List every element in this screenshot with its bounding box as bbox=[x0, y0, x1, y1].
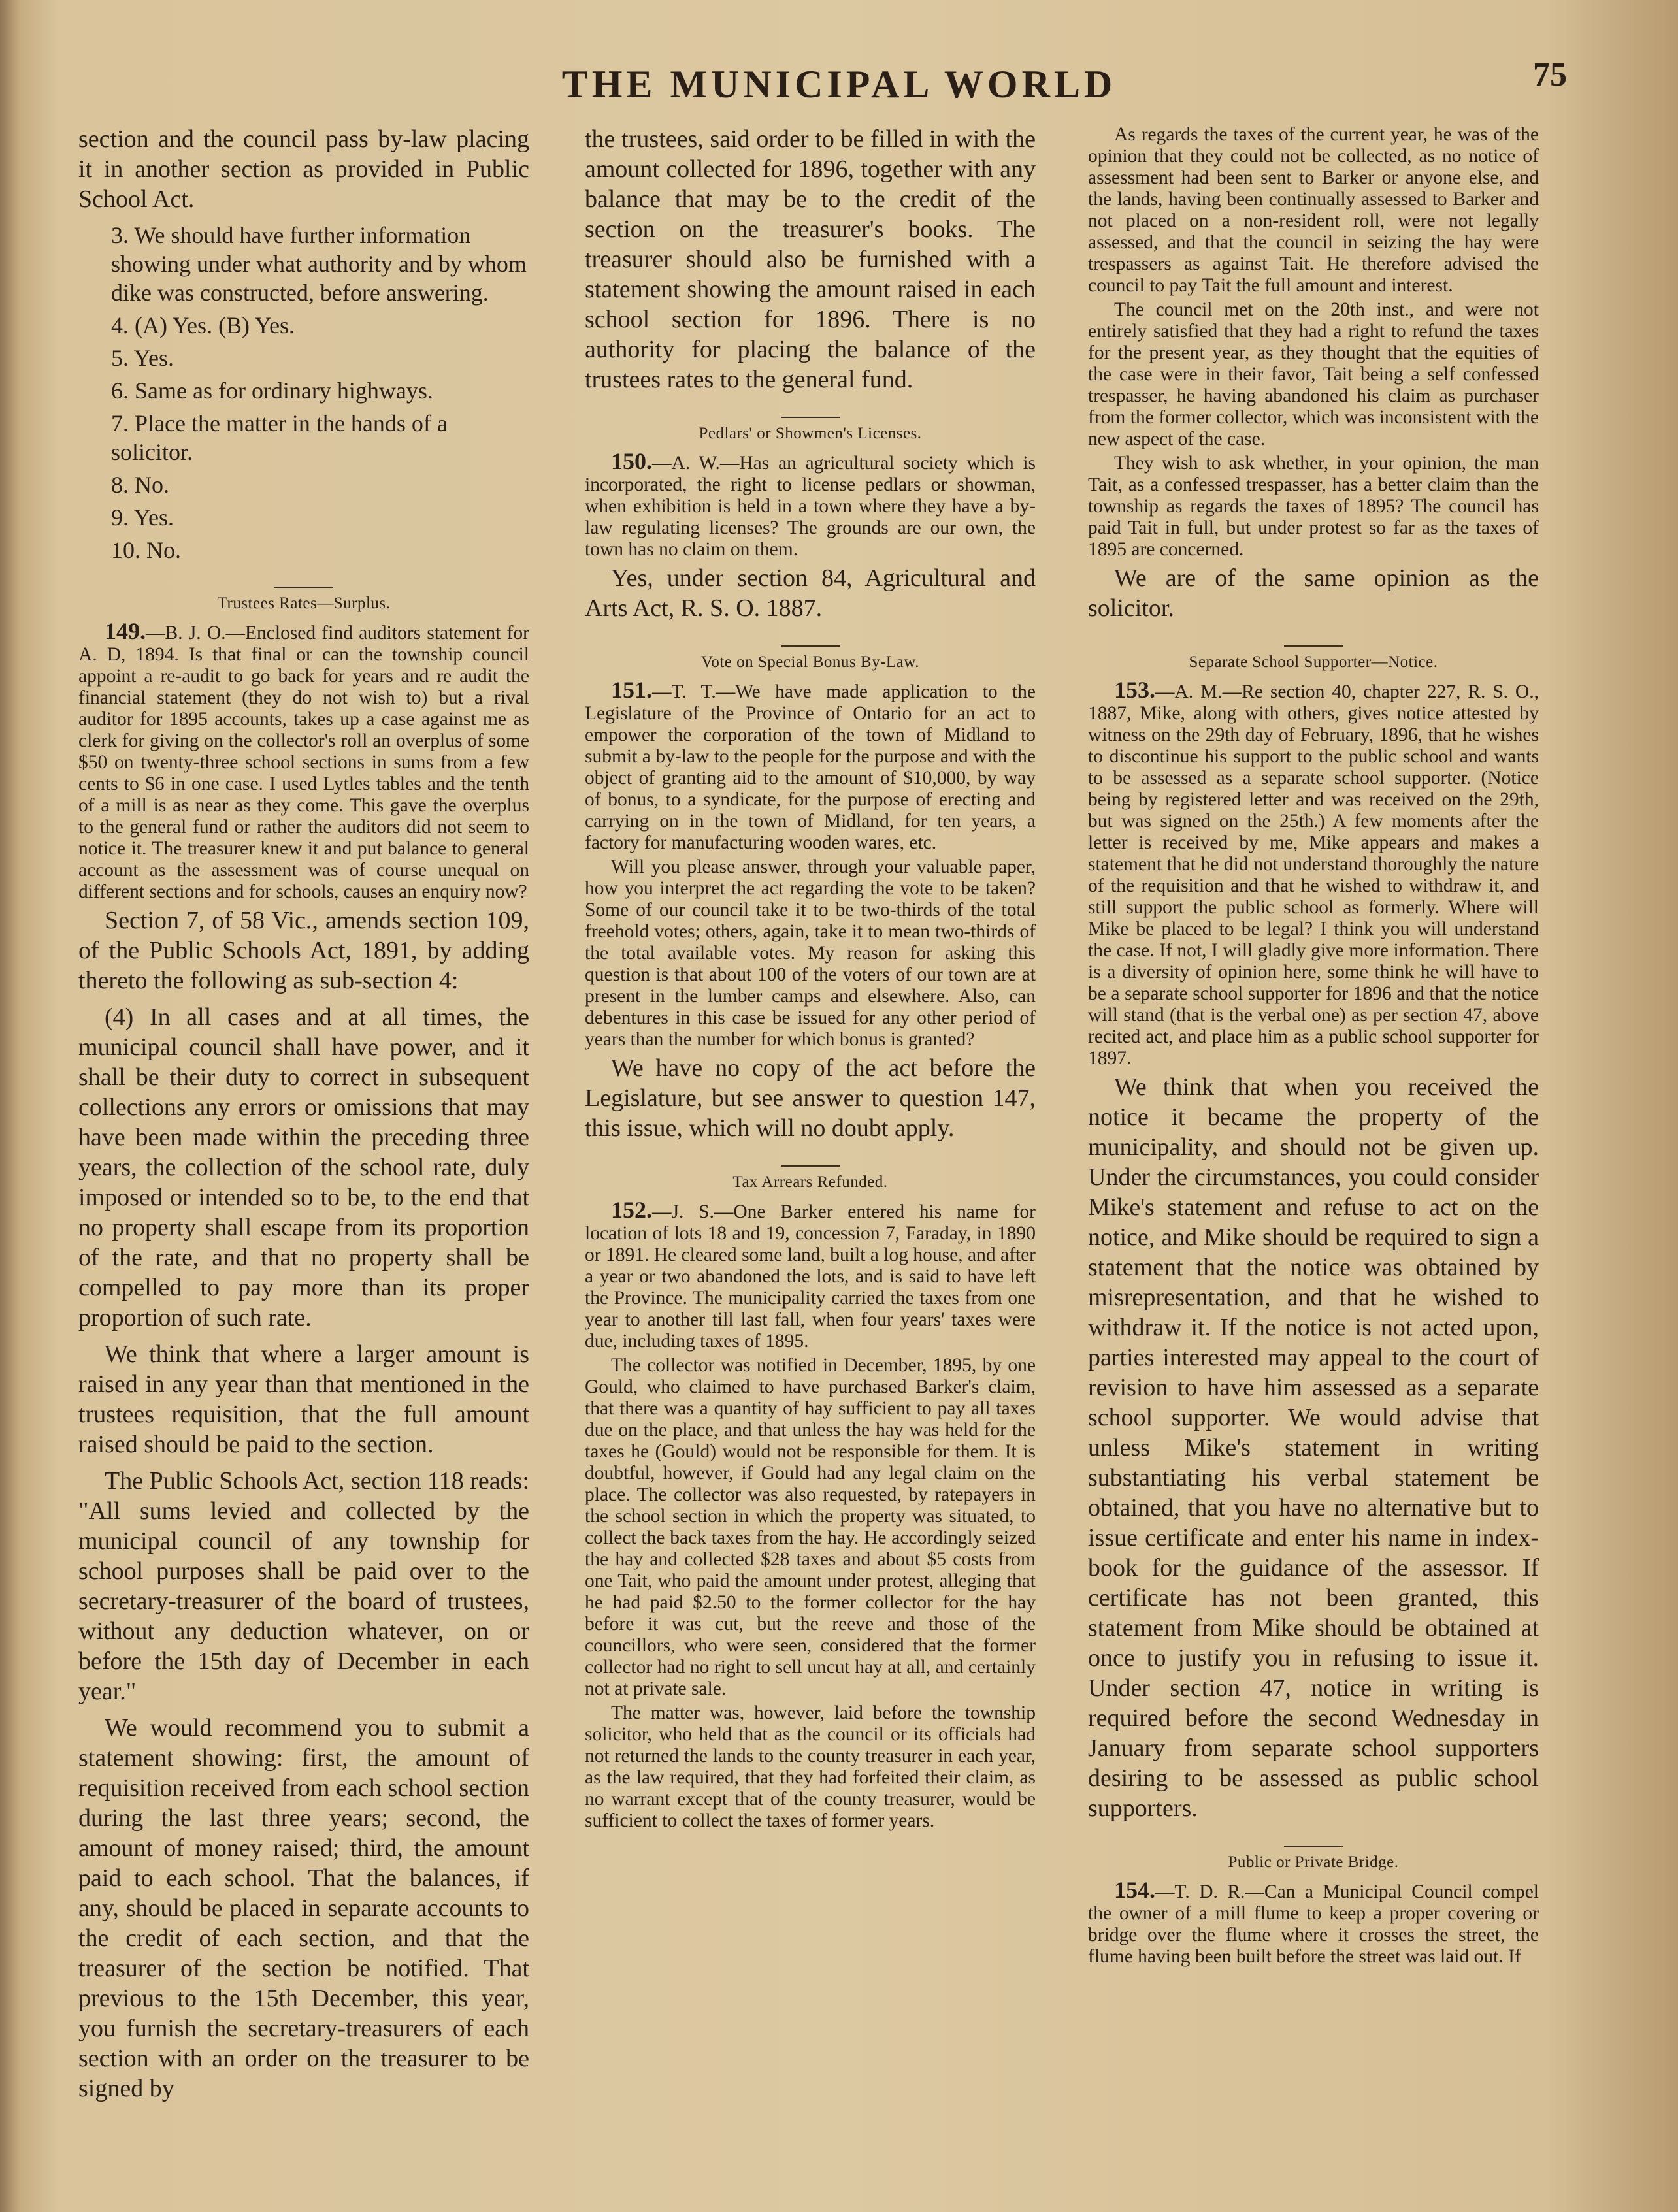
section-divider bbox=[1284, 645, 1343, 647]
paragraph: We would recommend you to submit a statement showing: first, the amount of requisition received from each school section during the last three years; second, the amount of money raised; third, the amount paid to each school. That the balances, if any, should be placed in separate accounts to the credit of each section, and that the treasurer of the section be notified. That previous to the 15th December, this year, you furnish the secretary-treasurers of each section with an order on the treasurer to be signed by bbox=[78, 1714, 529, 2102]
answer-paragraph: We are of the same opinion as the solicitor. bbox=[1088, 564, 1539, 622]
question-153 bbox=[1088, 679, 1539, 1069]
list-item: 4. (A) Yes. (B) Yes. bbox=[111, 312, 295, 338]
answer-list bbox=[78, 221, 529, 564]
list-item: 5. Yes. bbox=[111, 345, 174, 371]
question-150 bbox=[585, 448, 1036, 561]
paragraph: section and the council pass by-law placing it in another section as provided in Public School Act. bbox=[78, 125, 529, 213]
section-heading: Vote on Special Bonus By-Law. bbox=[701, 653, 919, 671]
paragraph: the trustees, said order to be filled in with the amount collected for 1896, together with any balance that may be to the credit of the section on the treasurer's books. The treasurer should also be furnished with a statement showing the amount raised in each school section for 1896. There is no authority for placing the balance of the trustees rates to the general fund. bbox=[585, 125, 1036, 393]
list-item: 8. No. bbox=[111, 472, 169, 498]
question-number: 150. bbox=[611, 448, 652, 474]
paragraph: The matter was, however, laid before the township solicitor, who held that as the council or its officials had not returned the lands to the county treasurer in each year, as the law required, that they had forfeited their claim, as no warrant except that of the county treasurer, would be sufficient to collect the taxes of former years. bbox=[585, 1702, 1036, 1831]
section-heading: Separate School Supporter—Notice. bbox=[1189, 653, 1438, 671]
question-154 bbox=[1088, 1879, 1539, 1968]
question-text: —A. W.—Has an agricultural society which is incorporated, the right to license pedlars or showman, when exhibition is held in a town where they have a by-law regulating licenses? The grounds are our own, the town has no claim on them. bbox=[585, 453, 1036, 560]
column-left bbox=[78, 124, 529, 2169]
list-item: 7. Place the matter in the hands of a solicitor. bbox=[111, 410, 448, 465]
page-number: 75 bbox=[1533, 56, 1567, 93]
section-divider bbox=[781, 417, 840, 418]
question-number: 149. bbox=[105, 618, 146, 644]
section-heading: Trustees Rates—Surplus. bbox=[217, 594, 391, 612]
paragraph: The collector was notified in December, 1895, by one Gould, who claimed to have purchased Barker's claim, that there was a quantity of hay sufficient to pay all taxes due on the place, and that unless the hay was held for the taxes he (Gould) would not be responsible for them. It is doubtful, however, if Gould had any legal claim on the place. The collector was also requested, by ratepayers in the school section in which the property was situated, to collect the back taxes from the hay. He accordingly seized the hay and collected $28 taxes and about $5 costs from one Tait, who paid the amount under protest, alleging that he had paid $2.50 to the former collector for the hay before it was cut, but the reeve and those of the councillors, who were seen, considered that the former collector had no right to sell uncut hay at all, and certainly not at private sale. bbox=[585, 1355, 1036, 1699]
question-text: —B. J. O.—Enclosed find auditors statement for A. D, 1894. Is that final or can the township council appoint a re-audit to go back for years and re audit the financial statement (they do not wish to) but a rival auditor for 1895 accounts, takes up a case against me as clerk for giving on the collector's roll an overplus of some $50 on twenty-three school sections in sums from a few cents to $6 in one case. I used Lytles tables and the tenth of a mill is as near as they come. This gave the overplus to the general fund or rather the auditors did not seem to notice it. The treasurer knew it and put balance to general account as the assessment was of course unequal on different sections and for schools, causes an enquiry now? bbox=[78, 623, 529, 902]
question-text: —A. M.—Re section 40, chapter 227, R. S. O., 1887, Mike, along with others, gives notice attested by witness on the 29th day of February, 1896, that he wishes to discontinue his support to the public school and wants to be assessed as a separate school supporter. (Notice being by registered letter and was received on the 29th, but was signed on the 25th.) A few moments after the letter is received by me, Mike appears and makes a statement that he did not understand thoroughly the nature of the requisition and that he wished to withdraw it, and still support the public school as formerly. Where will Mike be placed to be legal? I think you will understand the case. If not, I will gladly give more information. There is a diversity of opinion here, some think he will have to be a separate school supporter for 1896 and that the notice will stand (that is the verbal one) as per section 47, above recited act, and place him as a public school supporter for 1897. bbox=[1088, 681, 1539, 1069]
answer-paragraph: Yes, under section 84, Agricultural and Arts Act, R. S. O. 1887. bbox=[585, 564, 1036, 622]
list-item: 10. No. bbox=[111, 537, 181, 563]
section-heading: Pedlars' or Showmen's Licenses. bbox=[699, 425, 922, 442]
question-152 bbox=[585, 1199, 1036, 1352]
section-divider bbox=[274, 587, 333, 588]
question-text: —T. T.—We have made application to the Legislature of the Province of Ontario for an act to empower the corporation of the town of Midland to submit a by-law to the people for the purpose and with the object of granting aid to the amount of $10,000, by way of bonus, to a syndicate, for the purpose of erecting and carrying on in the town of Midland, for ten years, a factory for manufacturing wooden wares, etc. bbox=[585, 681, 1036, 853]
question-number: 154. bbox=[1114, 1877, 1155, 1903]
answer-paragraph: We think that when you received the notice it became the property of the municipality, and should not be given up. Under the circumstances, you could consider Mike's statement and refuse to act on the notice, and Mike should be required to sign a statement that the notice was obtained by misrepresentation, and that he wished to withdraw it. If the notice is not acted upon, parties interested may appeal to the court of revision to have him assessed as a separate school supporter. We would advise that unless Mike's statement in writing substantiating his verbal statement be obtained, that you have no alternative but to issue certificate and enter his name in index-book for the guidance of the assessor. If certificate has not been granted, this statement from Mike should be obtained at once to justify you in refusing to issue it. Under section 47, notice in writing is required before the second Wednesday in January from separate school supporters desiring to be assessed as public school supporters. bbox=[1088, 1073, 1539, 1822]
question-151 bbox=[585, 679, 1036, 854]
question-text: —T. D. R.—Can a Municipal Council compel the owner of a mill flume to keep a proper covering or bridge over the flume where it crosses the street, the flume having been built before the street was laid out. If bbox=[1088, 1881, 1539, 1967]
paragraph: As regards the taxes of the current year, he was of the opinion that they could not be collected, as no notice of assessment had been sent to Barker or anyone else, and the lands, having been continually assessed to Barker and not placed on a non-resident roll, were not legally assessed, and that the council in seizing the hay were trespassers as against Tait. He therefore advised the council to pay Tait the full amount and interest. bbox=[1088, 124, 1539, 296]
paragraph: Will you please answer, through your valuable paper, how you interpret the act regarding the vote to be taken? Some of our council take it to be two-thirds of the total freehold votes; others, again, take it to mean two-thirds of the total available votes. My reason for asking this question is that about 100 of the voters of our town are at present in the lumber camps and elsewhere. Also, can debentures in this case be issued for any other period of years than the number for which bonus is granted? bbox=[585, 856, 1036, 1050]
section-divider bbox=[781, 645, 840, 647]
list-item: 6. Same as for ordinary highways. bbox=[111, 378, 433, 404]
question-number: 153. bbox=[1114, 677, 1155, 703]
question-number: 151. bbox=[611, 677, 652, 703]
paragraph: The council met on the 20th inst., and were not entirely satisfied that they had a right to refund the taxes for the present year, as they thought that the equities of the case were in their favor, Tait being a self confessed trespasser, he having abandoned his claim as purchaser from the former collector, which was inconsistent with the new aspect of the case. bbox=[1088, 299, 1539, 449]
section-heading: Public or Private Bridge. bbox=[1228, 1853, 1399, 1871]
masthead-title: THE MUNICIPAL WORLD bbox=[561, 63, 1117, 106]
list-item: 3. We should have further information showing under what authority and by whom dike was constructed, before answering. bbox=[111, 222, 527, 306]
paragraph: The Public Schools Act, section 118 reads: "All sums levied and collected by the municipal council of any township for school purposes shall be paid over to the secretary-treasurer of the board of trustees, without any deduction whatever, on or before the 15th day of December in each year." bbox=[78, 1467, 529, 1705]
section-divider bbox=[781, 1165, 840, 1167]
list-item: 9. Yes. bbox=[111, 504, 174, 530]
question-number: 152. bbox=[611, 1197, 652, 1223]
section-divider bbox=[1284, 1846, 1343, 1847]
paragraph: We think that where a larger amount is raised in any year than that mentioned in the trustees requisition, that the full amount raised should be paid to the section. bbox=[78, 1341, 529, 1458]
paragraph: Section 7, of 58 Vic., amends section 109, of the Public Schools Act, 1891, by adding thereto the following as sub-section 4: bbox=[78, 907, 529, 994]
paragraph: (4) In all cases and at all times, the municipal council shall have power, and it shall be their duty to correct in subsequent collections any errors or omissions that may have been made within the preceding three years, the collection of the school rate, duly imposed or intended so to be, to the end that no property shall escape from its proportion of the rate, and that no property shall be compelled to pay more than its proper proportion of such rate. bbox=[78, 1003, 529, 1331]
answer-paragraph: We have no copy of the act before the Legislature, but see answer to question 147, this issue, which will no doubt apply. bbox=[585, 1054, 1036, 1142]
column-middle bbox=[585, 124, 1036, 2169]
column-right bbox=[1088, 124, 1539, 2169]
question-text: —J. S.—One Barker entered his name for location of lots 18 and 19, concession 7, Faraday, in 1890 or 1891. He cleared some land, built a log house, and after a year or two abandoned the lots, and is said to have left the Province. The municipality carried the taxes from one year to another till last fall, when four years' taxes were due, including taxes of 1895. bbox=[585, 1201, 1036, 1352]
section-heading: Tax Arrears Refunded. bbox=[732, 1173, 888, 1191]
question-149 bbox=[78, 618, 529, 903]
paragraph: They wish to ask whether, in your opinion, the man Tait, as a confessed trespasser, has a better claim than the township as regards the taxes of 1895? The council has paid Tait in full, but under protest so far as the taxes of 1895 are concerned. bbox=[1088, 453, 1539, 560]
